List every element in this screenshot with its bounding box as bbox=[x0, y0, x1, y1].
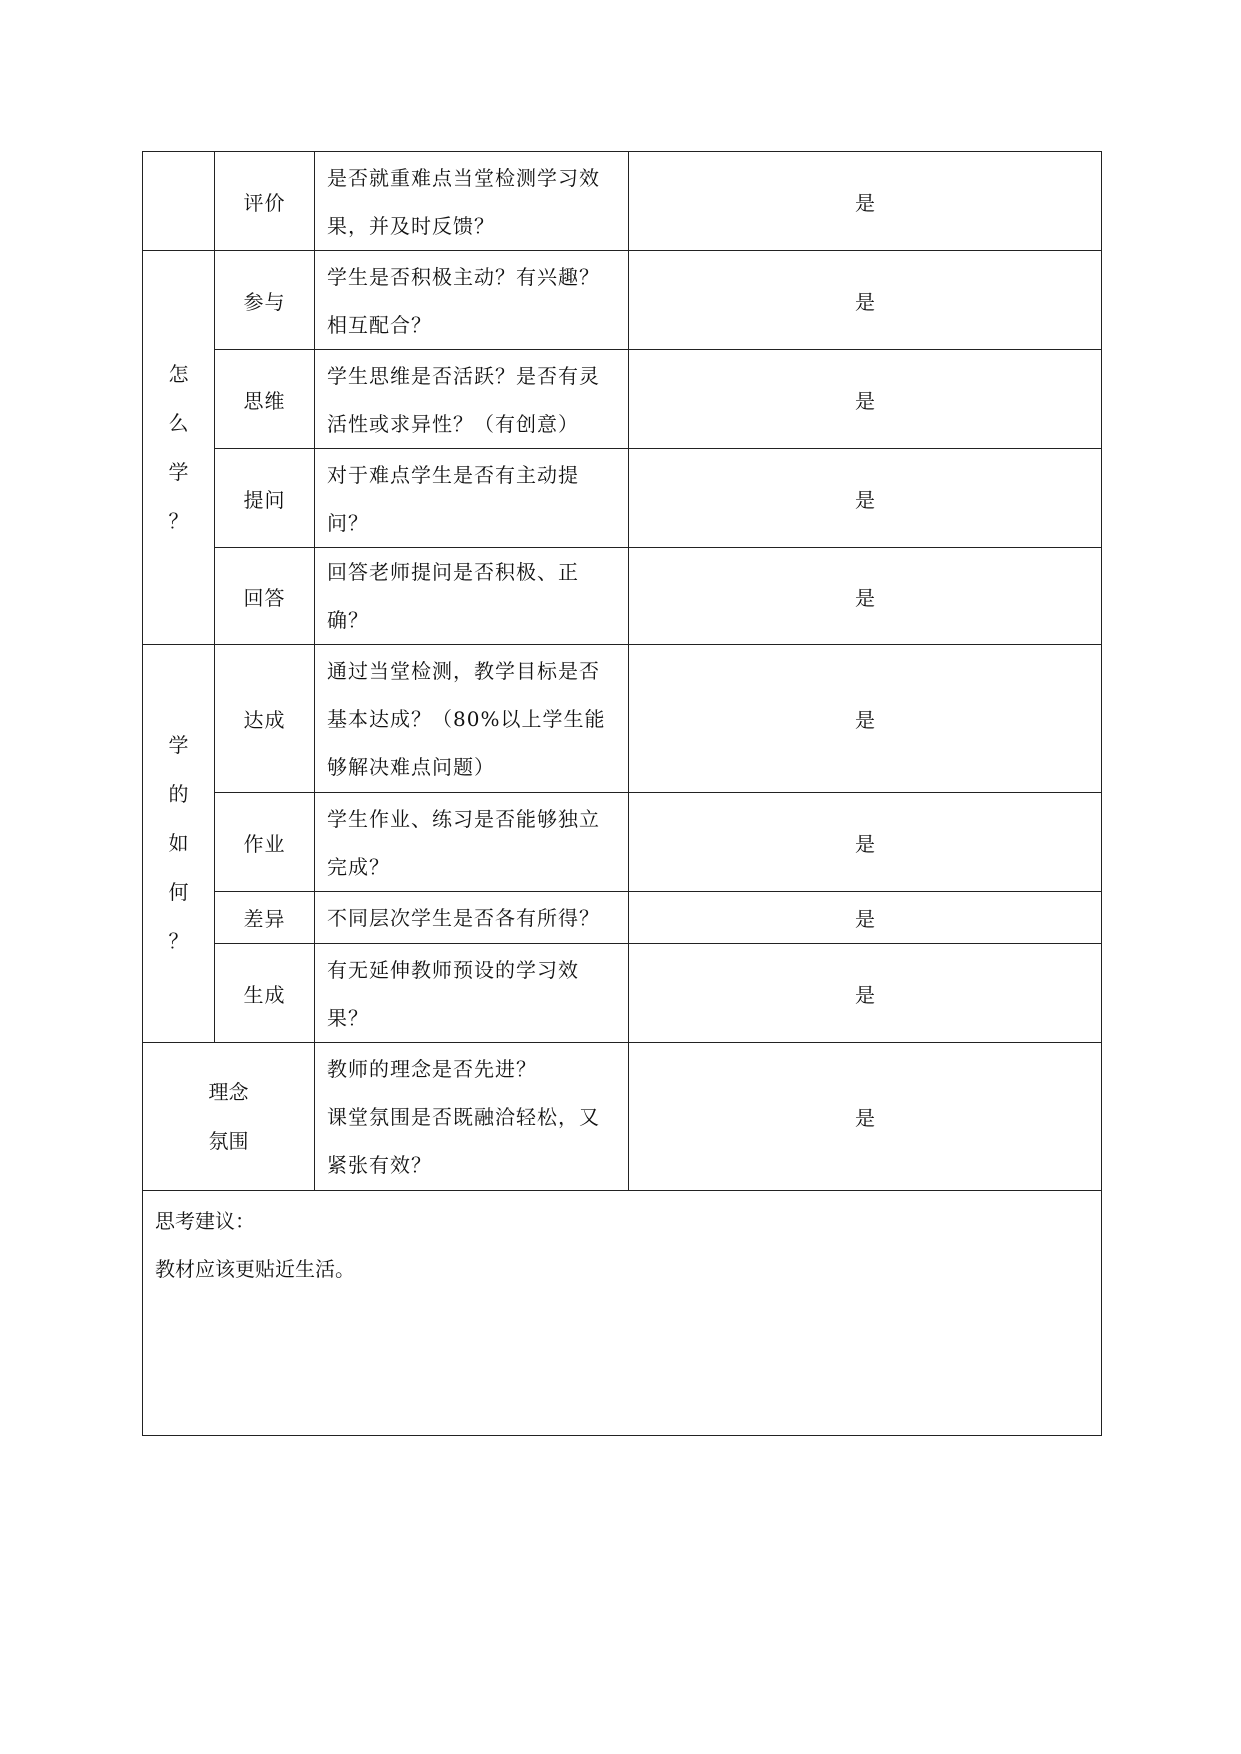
category-label: 理念 bbox=[208, 1079, 249, 1104]
table-row bbox=[143, 1043, 1102, 1191]
category-char: 么 bbox=[168, 410, 189, 435]
table-row bbox=[143, 350, 1102, 449]
question-cell bbox=[315, 892, 629, 944]
category-cell-empty bbox=[143, 152, 215, 251]
question-cell bbox=[315, 449, 629, 548]
answer-cell: 是 bbox=[629, 1043, 1102, 1191]
row-label: 参与 bbox=[215, 251, 315, 350]
table-row bbox=[143, 793, 1102, 892]
question-line: 紧张有效？ bbox=[327, 1153, 432, 1177]
answer-cell: 是 bbox=[629, 548, 1102, 645]
question-line: 课堂氛围是否既融洽轻松，又 bbox=[327, 1105, 600, 1129]
question-cell bbox=[315, 1043, 629, 1191]
category-label: 氛围 bbox=[208, 1128, 249, 1153]
question-line: 果，并及时反馈？ bbox=[327, 214, 495, 238]
answer-cell: 是 bbox=[629, 350, 1102, 449]
question-line: 是否就重难点当堂检测学习效 bbox=[327, 166, 600, 190]
answer-cell: 是 bbox=[629, 944, 1102, 1043]
answer-cell: 是 bbox=[629, 892, 1102, 944]
question-line: 回答老师提问是否积极、正确？ bbox=[327, 560, 579, 632]
answer-cell: 是 bbox=[629, 449, 1102, 548]
answer-cell: 是 bbox=[629, 793, 1102, 892]
category-char: 何 bbox=[168, 880, 189, 904]
question-line: 学生作业、练习是否能够独立 bbox=[327, 807, 600, 831]
notes-title: 思考建议： bbox=[155, 1209, 255, 1233]
category-char: 学 bbox=[168, 459, 189, 484]
row-label: 生成 bbox=[215, 944, 315, 1043]
answer-cell: 是 bbox=[629, 645, 1102, 793]
category-char: ？ bbox=[168, 929, 189, 953]
category-char: 学 bbox=[168, 733, 189, 757]
notes-content: 教材应该更贴近生活。 bbox=[155, 1257, 355, 1281]
category-char: 如 bbox=[168, 831, 189, 855]
question-cell bbox=[315, 350, 629, 449]
question-line: 完成？ bbox=[327, 855, 390, 879]
question-cell bbox=[315, 548, 629, 645]
question-cell bbox=[315, 793, 629, 892]
row-label: 提问 bbox=[215, 449, 315, 548]
category-concept-atmosphere bbox=[143, 1043, 315, 1191]
table-row bbox=[143, 548, 1102, 645]
row-label: 回答 bbox=[215, 548, 315, 645]
notes-cell bbox=[143, 1191, 1102, 1436]
question-line: 对于难点学生是否有主动提 bbox=[327, 463, 579, 487]
category-char: 的 bbox=[168, 782, 189, 806]
question-line: 教师的理念是否先进？ bbox=[327, 1057, 537, 1081]
table-row bbox=[143, 152, 1102, 251]
question-line: 不同层次学生是否各有所得？ bbox=[327, 905, 600, 930]
table-row bbox=[143, 251, 1102, 350]
category-how-well bbox=[143, 645, 215, 1043]
question-line: 活性或求异性？（有创意） bbox=[327, 412, 579, 436]
question-cell bbox=[315, 944, 629, 1043]
question-line: 学生是否积极主动？有兴趣？ bbox=[327, 265, 600, 289]
question-cell bbox=[315, 152, 629, 251]
table-row bbox=[143, 645, 1102, 793]
category-how-learn bbox=[143, 251, 215, 645]
question-line: 相互配合？ bbox=[327, 313, 432, 337]
answer-cell: 是 bbox=[629, 152, 1102, 251]
table-row bbox=[143, 892, 1102, 944]
row-label: 达成 bbox=[215, 645, 315, 793]
question-line: 基本达成？（80%以上学生能 bbox=[327, 707, 606, 731]
answer-cell: 是 bbox=[629, 251, 1102, 350]
row-label: 思维 bbox=[215, 350, 315, 449]
category-char: ？ bbox=[168, 508, 189, 533]
table-row bbox=[143, 449, 1102, 548]
evaluation-table bbox=[142, 151, 1102, 1436]
question-cell bbox=[315, 251, 629, 350]
question-line: 有无延伸教师预设的学习效 bbox=[327, 958, 579, 982]
row-label: 作业 bbox=[215, 793, 315, 892]
category-char: 怎 bbox=[168, 361, 189, 386]
row-label: 评价 bbox=[215, 152, 315, 251]
question-line: 果？ bbox=[327, 1006, 369, 1030]
row-label: 差异 bbox=[215, 892, 315, 944]
question-cell bbox=[315, 645, 629, 793]
notes-row bbox=[143, 1191, 1102, 1436]
table-row bbox=[143, 944, 1102, 1043]
question-line: 够解决难点问题） bbox=[327, 755, 495, 779]
question-line: 问？ bbox=[327, 511, 369, 535]
question-line: 学生思维是否活跃？是否有灵 bbox=[327, 364, 600, 388]
question-line: 通过当堂检测，教学目标是否 bbox=[327, 659, 600, 683]
